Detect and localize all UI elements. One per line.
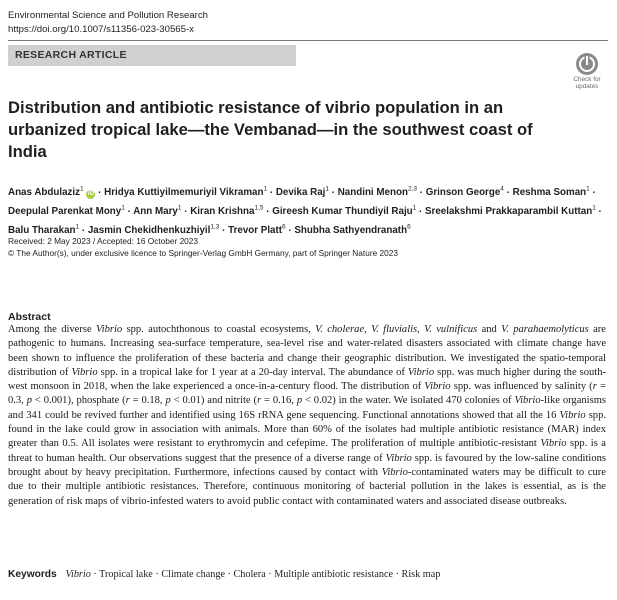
italic-term: r — [592, 381, 597, 393]
keywords-list — [66, 569, 441, 580]
author-affiliation-sup: 6 — [282, 224, 286, 232]
author-affiliation-sup: 1 — [586, 186, 590, 193]
italic-term: V. parahaemolyticus — [501, 324, 589, 335]
italic-term: V. fluvialis — [371, 324, 418, 335]
author-name[interactable]: Trevor Platt$^6$ — [228, 224, 286, 237]
author-separator: · — [124, 206, 134, 218]
author-affiliation-sup: 1 — [80, 186, 84, 193]
orcid-icon[interactable]: iD — [87, 191, 94, 198]
author-separator: · — [503, 187, 513, 199]
keyword: Risk map — [401, 569, 441, 580]
keywords-line — [8, 569, 440, 580]
article-title: Distribution and antibiotic resistance of vibrio population in an urbanized tropical lake—the Vembanad—in the southwest coast of India — [8, 98, 533, 161]
author-separator: · — [285, 225, 295, 237]
keyword: Multiple antibiotic resistance — [274, 569, 394, 580]
italic-term: V. vulnificus — [424, 324, 478, 335]
keyword-separator: · — [265, 569, 275, 580]
author-name[interactable]: Anas Abdulaziz$^1$ iD — [8, 186, 94, 199]
header-divider — [8, 40, 608, 41]
author-name[interactable]: Ann Mary$^1$ — [133, 205, 182, 218]
author-name[interactable]: Reshma Soman$^1$ — [512, 186, 590, 199]
keyword-separator: · — [90, 569, 100, 580]
italic-term: Vibrio — [540, 438, 567, 450]
italic-term: Vibrio — [381, 466, 408, 478]
abstract-heading: Abstract — [8, 311, 51, 323]
italic-term: p — [296, 395, 303, 407]
check-updates-line2: updates — [575, 83, 599, 90]
author-separator: · — [595, 206, 602, 218]
check-updates-line1: Check for — [573, 76, 601, 83]
italic-term: Vibrio — [514, 395, 541, 407]
author-name[interactable]: Deepulal Parenkat Mony$^1$ — [8, 205, 125, 218]
italic-term: Vibrio — [559, 409, 586, 421]
keywords-label: Keywords — [8, 569, 57, 580]
author-separator: · — [219, 225, 229, 237]
author-name[interactable]: Gireesh Kumar Thundiyil Raju$^1$ — [272, 205, 417, 218]
italic-term: p — [26, 395, 32, 407]
author-affiliation-sup: 1 — [592, 205, 596, 213]
author-name[interactable]: Sreelakshmi Prakkaparambil Kuttan$^1$ — [425, 205, 596, 218]
italic-term: r — [125, 395, 130, 407]
author-separator: · — [589, 187, 596, 199]
abstract-body: Among the diverse Vibrio spp. autochthonous to coastal ecosystems, V. cholerae, V. fluvialis, V. vulnificus and V. parahaemolyticus are pathogenic to humans. Increasing sea-surface temperature, sea-level rise and water-related disasters associated with climate change have been shown to influence the proliferation of these bacteria and change their geographic distribution. We investigated the spatio-temporal distribution of Vibrio spp. in a tropical lake for 1 year at a 20-day interval. The abundance of Vibrio spp. was much higher during the south-west monsoon in 2018, when the lake experienced a once-in-a-century flood. The distribution of Vibrio spp. was influenced by salinity (r = 0.3, p < 0.001), phosphate (r = 0.18, p < 0.01) and nitrite (r = 0.16, p < 0.02) in the water. We isolated 470 colonies of Vibrio-like organisms and 341 could be revived further and identified using 16S rRNA gene sequencing. Functional annotations showed that all the 16 Vibrio spp. found in the lake could grow in association with animals. More than 60% of the isolates had multiple antibiotic resistance (MAR) index greater than 0.5. All isolates were resistant to erythromycin and cefepime. The proliferation of multiple antibiotic-resistant Vibrio spp. is a threat to human health. Our observations suggest that the presence of a diverse range of Vibrio spp. is favoured by the low-saline conditions brought about by heavy precipitation. Furthermore, infections caused by contact with Vibrio-contaminated waters may be difficult to cure due to their multiple antibiotic resistances. Therefore, continuous monitoring of bacterial pollution in the lakes is essential, as is the generation of risk maps of vibrio-infested waters to avoid public contact with contaminated waters and associated disease outbreaks. — [8, 324, 607, 507]
article-type-banner — [8, 45, 296, 66]
author-affiliation-sup: 6 — [407, 224, 411, 232]
journal-name: Environmental Science and Pollution Research — [8, 10, 208, 21]
author-affiliation-sup: 1 — [75, 224, 80, 232]
author-separator: · — [267, 187, 276, 199]
article-type-label: RESEARCH ARTICLE — [15, 49, 127, 61]
keyword: Vibrio — [65, 569, 91, 580]
author-affiliation-sup: 1 — [325, 186, 330, 193]
author-separator: · — [416, 206, 426, 218]
author-affiliation-sup: 1 — [177, 205, 182, 213]
italic-term: V. cholerae — [315, 324, 365, 335]
author-name[interactable]: Shubha Sathyendranath$^6$ — [294, 224, 411, 237]
copyright-notice: © The Author(s), under exclusive licence to Springer-Verlag GmbH Germany, part of Springer Nature 2023 — [8, 248, 398, 258]
author-name[interactable]: Nandini Menon$^{2,3}$ — [337, 186, 417, 199]
keyword: Tropical lake — [99, 569, 153, 580]
publication-dates: Received: 2 May 2023 / Accepted: 16 October 2023 — [8, 236, 199, 246]
italic-term: r — [257, 395, 262, 407]
italic-term: Vibrio — [424, 381, 451, 393]
italic-term: Vibrio — [96, 324, 123, 335]
keyword: Cholera — [233, 569, 266, 580]
author-separator: · — [263, 206, 273, 218]
author-separator: · — [417, 187, 426, 199]
author-affiliation-sup: 2,3 — [407, 186, 417, 193]
italic-term: Vibrio — [407, 366, 435, 378]
author-separator: · — [95, 187, 105, 199]
check-for-updates-badge[interactable] — [568, 52, 606, 90]
keyword: Climate change — [161, 569, 225, 580]
author-affiliation-sup: 1,5 — [254, 205, 264, 213]
author-separator: · — [79, 225, 88, 237]
keyword-separator: · — [224, 569, 234, 580]
keyword-separator: · — [152, 569, 162, 580]
author-separator: · — [181, 206, 191, 218]
author-affiliation-sup: 1 — [121, 205, 125, 213]
keyword-separator: · — [393, 569, 402, 580]
author-affiliation-sup: 1,3 — [210, 224, 220, 232]
check-updates-icon — [575, 52, 599, 76]
doi-link[interactable]: https://doi.org/10.1007/s11356-023-30565-x — [8, 24, 194, 35]
italic-term: Vibrio — [385, 452, 412, 464]
author-name[interactable]: Hridya Kuttiyilmemuriyil Vikraman$^1$ — [104, 186, 268, 199]
author-separator: · — [329, 187, 338, 199]
italic-term: p — [165, 395, 171, 407]
author-affiliation-sup: 1 — [412, 205, 417, 213]
author-name[interactable]: Grinson George$^4$ — [425, 186, 504, 199]
author-name[interactable]: Balu Tharakan$^1$ — [8, 224, 80, 237]
author-affiliation-sup: 4 — [500, 186, 504, 193]
author-name[interactable]: Devika Raj$^1$ — [275, 186, 330, 199]
author-list — [8, 182, 608, 239]
author-name[interactable]: Kiran Krishna$^{1,5}$ — [190, 205, 264, 218]
italic-term: Vibrio — [71, 366, 98, 378]
author-name[interactable]: Jasmin Chekidhenkuzhiyil$^{1,3}$ — [87, 224, 220, 237]
author-affiliation-sup: 1 — [263, 186, 268, 193]
